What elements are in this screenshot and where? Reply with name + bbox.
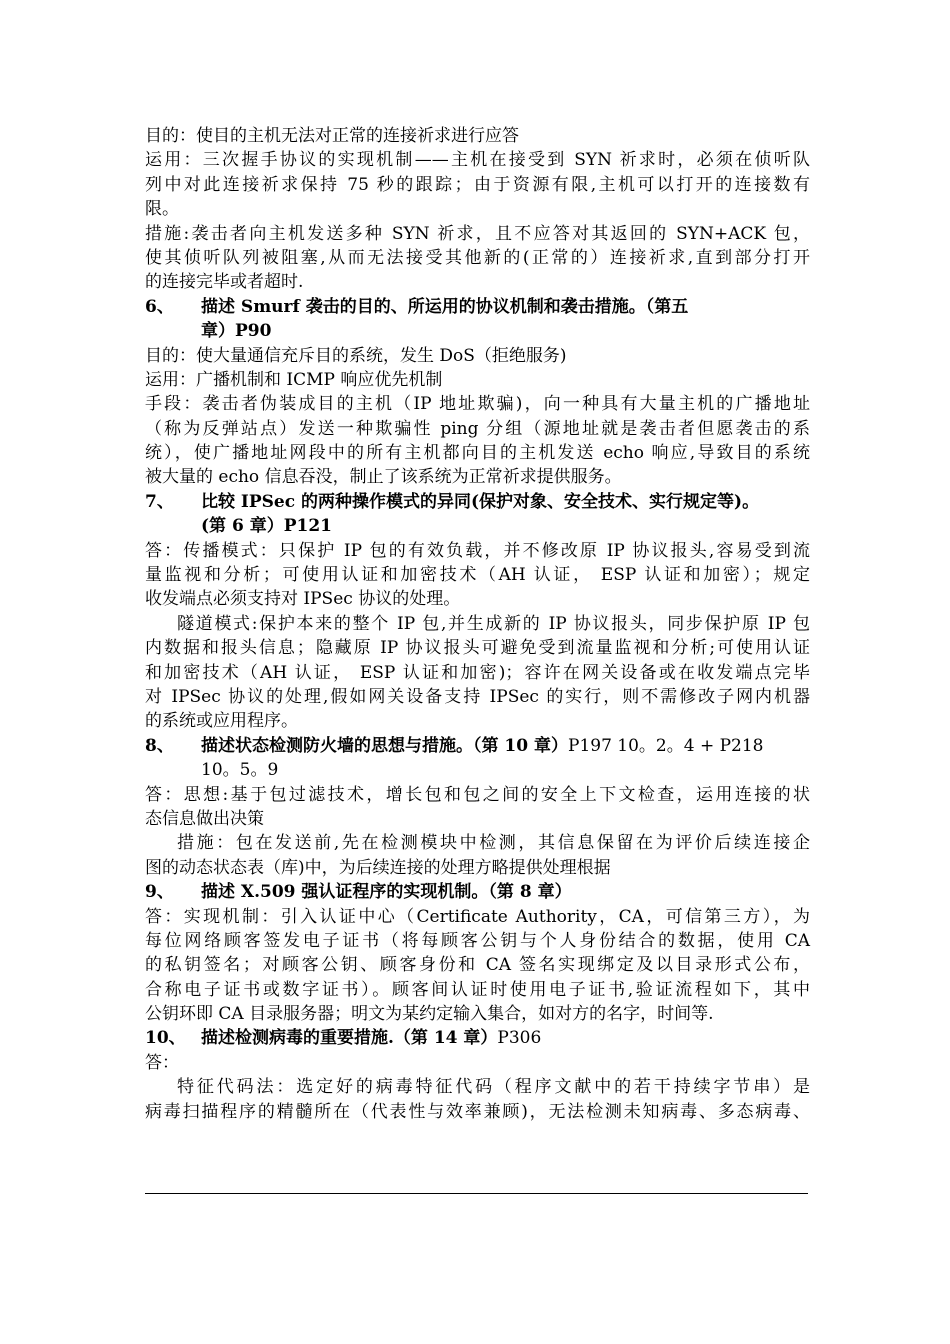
text-line: 每位网络顾客签发电子证书（将每顾客公钥与个人身份结合的数据，使用 CA — [145, 930, 810, 951]
page-reference: P197 10。2。4 + P218 — [568, 735, 764, 756]
text-line: 运用：三次握手协议的实现机制——主机在接受到 SYN 祈求时，必须在侦听队 — [145, 150, 810, 171]
text-line: 和加密技术（AH 认证， ESP 认证和加密)；容许在网关设备或在收发端点完毕 — [145, 662, 810, 683]
text-line: 的系统或应用程序。 — [145, 711, 298, 732]
document-body — [145, 124, 810, 1124]
question-title: 描述状态检测防火墙的思想与措施。（第 10 章） — [201, 735, 568, 756]
text-line: 公钥环即 CA 目录服务器；明文为某约定输入集合，如对方的名字，时间等. — [145, 1004, 714, 1025]
question-number: 10、 — [145, 1028, 186, 1049]
question-title: 描述 Smurf 袭击的目的、所运用的协议机制和袭击措施。（第五 — [201, 296, 689, 317]
text-line: 措施：包在发送前,先在检测模块中检测，其信息保留在为评价后续连接企 — [177, 833, 810, 854]
text-line: 限。 — [145, 199, 179, 220]
question-title: 描述 X.509 强认证程序的实现机制。（第 8 章） — [201, 882, 572, 903]
question-title-cont: (第 6 章）P121 — [201, 516, 332, 537]
text-line: 隧道模式:保护本来的整个 IP 包,并生成新的 IP 协议报头，同步保护原 IP 包 — [177, 613, 810, 634]
text-line: 答： — [145, 1052, 179, 1073]
text-line: 态信息做出决策 — [145, 808, 264, 829]
question-number: 8、 — [145, 735, 174, 756]
text-line: 运用：广播机制和 ICMP 响应优先机制 — [145, 369, 443, 390]
question-title-cont: 章）P90 — [201, 321, 272, 342]
text-line: 目的：使目的主机无法对正常的连接祈求进行应答 — [145, 126, 519, 146]
text-line: 的连接完毕或者超时. — [145, 272, 304, 293]
question-heading — [145, 880, 810, 904]
question-number: 9、 — [145, 882, 174, 903]
question-heading — [145, 295, 810, 319]
text-line: 的私钥签名；对顾客公钥、顾客身份和 CA 签名实现绑定及以目录形式公布， — [145, 955, 810, 976]
text-line: 答：传播模式：只保护 IP 包的有效负载，并不修改原 IP 协议报头,容易受到流 — [145, 540, 810, 561]
question-number: 6、 — [145, 296, 174, 317]
text-line: 使其侦听队列被阻塞,从而无法接受其他新的(正常的）连接祈求,直到部分打开 — [145, 247, 810, 268]
question-title: 描述检测病毒的重要措施.（第 14 章） — [201, 1028, 498, 1049]
text-line: 特征代码法：选定好的病毒特征代码（程序文献中的若干持续字节串）是 — [177, 1077, 810, 1098]
page-reference-cont: 10。5。9 — [201, 760, 279, 781]
page-reference: P306 — [497, 1028, 542, 1049]
question-number: 7、 — [145, 491, 174, 512]
footer-rule — [145, 1193, 808, 1194]
text-line: 列中对此连接祈求保持 75 秒的跟踪；由于资源有限,主机可以打开的连接数有 — [145, 174, 810, 195]
text-line: 答：实现机制：引入认证中心（Certificate Authority，CA，可信第三方），为 — [145, 906, 810, 927]
text-line: 病毒扫描程序的精髓所在（代表性与效率兼顾)，无法检测未知病毒、多态病毒、 — [145, 1101, 810, 1122]
text-line: 内数据和报头信息；隐藏原 IP 协议报头可避免受到流量监视和分析;可使用认证 — [145, 638, 810, 659]
text-line: （称为反弹站点）发送一种欺骗性 ping 分组（源地址就是袭击者但愿袭击的系 — [145, 418, 810, 439]
question-title: 比较 IPSec 的两种操作模式的异同(保护对象、安全技术、实行规定等)。 — [201, 491, 760, 512]
text-line: 统），使广播地址网段中的所有主机都向目的主机发送 echo 响应,导致目的系统 — [145, 443, 810, 464]
question-heading — [145, 734, 810, 758]
text-line: 图的动态状态表（库)中，为后续连接的处理方略提供处理根据 — [145, 857, 611, 878]
text-line: 合称电子证书或数字证书）。顾客间认证时使用电子证书,验证流程如下，其中 — [145, 979, 810, 1000]
question-heading — [145, 490, 810, 514]
text-line: 措施:袭击者向主机发送多种 SYN 祈求，且不应答对其返回的 SYN+ACK 包， — [145, 223, 810, 244]
text-line: 收发端点必须支持对 IPSec 协议的处理。 — [145, 589, 461, 610]
text-line: 答：思想:基于包过滤技术，增长包和包之间的安全上下文检查，运用连接的状 — [145, 784, 810, 805]
text-line: 对 IPSec 协议的处理,假如网关设备支持 IPSec 的实行，则不需修改子网内机器 — [145, 686, 810, 707]
text-line: 手段：袭击者伪装成目的主机（IP 地址欺骗)，向一种具有大量主机的广播地址 — [145, 394, 810, 415]
text-line: 量监视和分析；可使用认证和加密技术（AH 认证， ESP 认证和加密）；规定 — [145, 565, 810, 586]
question-heading — [145, 1026, 810, 1050]
text-line: 目的：使大量通信充斥目的系统，发生 DoS（拒绝服务) — [145, 345, 567, 366]
text-line: 被大量的 echo 信息吞没，制止了该系统为正常祈求提供服务。 — [145, 467, 622, 488]
